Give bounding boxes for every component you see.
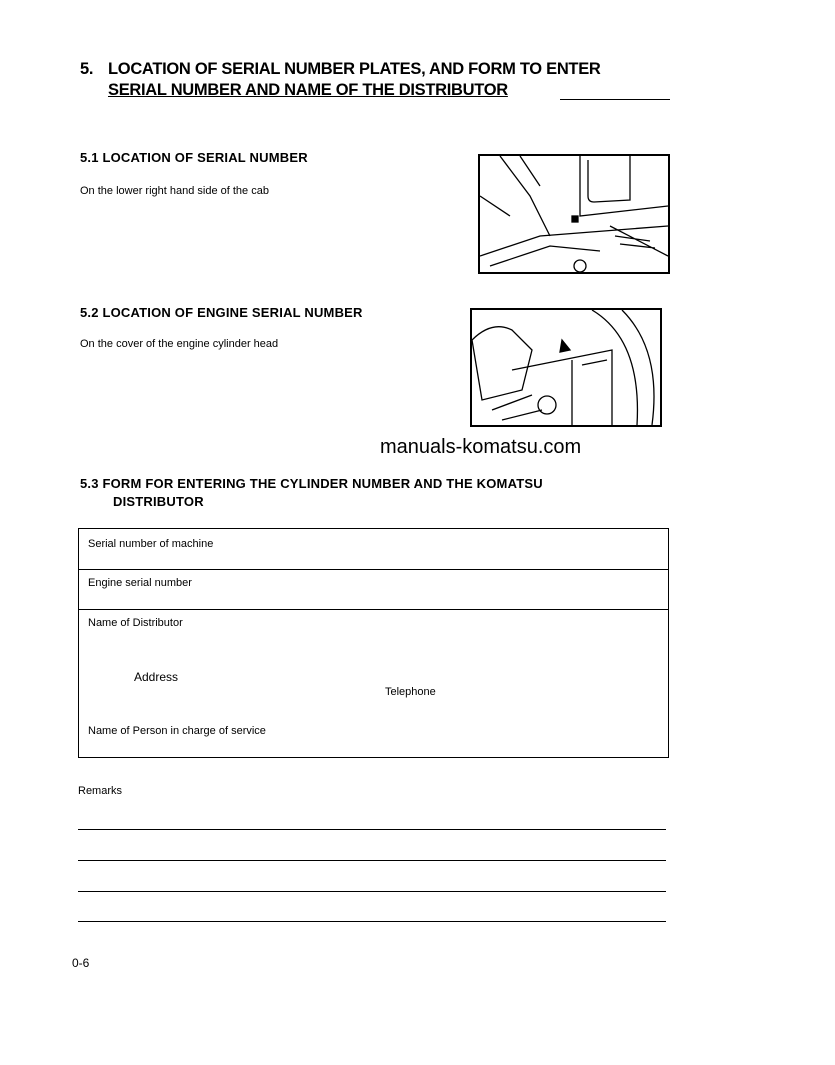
remarks-label: Remarks xyxy=(78,785,123,797)
remarks-line[interactable] xyxy=(78,860,666,861)
remarks-line[interactable] xyxy=(78,891,666,892)
remarks-line[interactable] xyxy=(78,829,666,830)
telephone-field[interactable]: Telephone xyxy=(385,686,436,698)
engine-serial-field[interactable]: Engine serial number xyxy=(88,577,192,589)
section-5-1-heading: 5.1 LOCATION OF SERIAL NUMBER xyxy=(80,150,308,165)
page-number: 0-6 xyxy=(72,956,90,970)
section-5-2-heading: 5.2 LOCATION OF ENGINE SERIAL NUMBER xyxy=(80,305,363,320)
section-5-1-text: On the lower right hand side of the cab xyxy=(80,185,269,197)
page-title-line2: SERIAL NUMBER AND NAME OF THE DISTRIBUTOR xyxy=(108,81,508,99)
section-5-3-heading-line2: DISTRIBUTOR xyxy=(113,494,204,509)
cab-serial-plate-illustration xyxy=(478,154,670,274)
section-5-3-heading-line1: 5.3 FORM FOR ENTERING THE CYLINDER NUMBER AND THE KOMATSU xyxy=(80,476,543,491)
serial-number-field[interactable]: Serial number of machine xyxy=(88,538,214,550)
section-number: 5. xyxy=(80,60,94,78)
remarks-line[interactable] xyxy=(78,921,666,922)
section-5-2-text: On the cover of the engine cylinder head xyxy=(80,338,279,350)
watermark: manuals-komatsu.com xyxy=(380,436,582,458)
page-title-line1: LOCATION OF SERIAL NUMBER PLATES, AND FORM TO ENTER xyxy=(108,60,601,78)
distributor-form xyxy=(78,528,669,758)
address-field[interactable]: Address xyxy=(134,670,179,684)
title-underline xyxy=(560,99,670,100)
engine-serial-plate-illustration xyxy=(470,308,662,427)
distributor-name-field[interactable]: Name of Distributor xyxy=(88,617,183,629)
service-person-field[interactable]: Name of Person in charge of service xyxy=(88,725,266,737)
